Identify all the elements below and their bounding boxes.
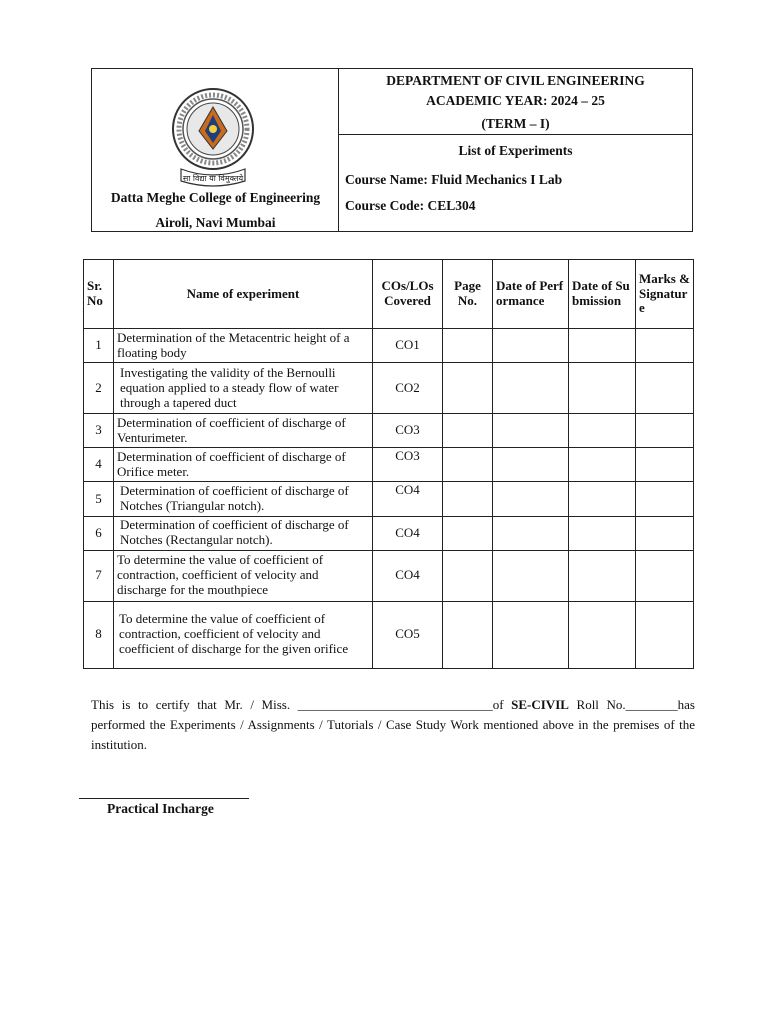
course-block <box>339 69 692 231</box>
class-name: SE-CIVIL <box>511 697 569 712</box>
row-page-cell <box>443 482 493 516</box>
row-date-perf-cell <box>493 329 569 363</box>
table-row <box>84 363 694 414</box>
row-experiment: To determine the value of coefficient of contraction, coefficient of velocity and discharge for the mouthpiece <box>114 550 373 601</box>
row-experiment: Determination of coefficient of discharge of Orifice meter. <box>114 448 373 482</box>
table-row <box>84 601 694 668</box>
header-date-performance: Date of Performance <box>493 260 569 329</box>
row-date-perf-cell <box>493 516 569 550</box>
row-experiment: Determination of coefficient of discharge of Notches (Triangular notch). <box>114 482 373 516</box>
row-co: CO5 <box>373 601 443 668</box>
row-marks-cell <box>636 363 694 414</box>
row-sr: 8 <box>84 601 114 668</box>
college-location: Airoli, Navi Mumbai <box>155 215 276 230</box>
row-date-sub-cell <box>569 329 636 363</box>
row-date-perf-cell <box>493 363 569 414</box>
row-experiment: Determination of coefficient of discharge of Notches (Rectangular notch). <box>114 516 373 550</box>
row-experiment: Determination of coefficient of discharge of Venturimeter. <box>114 414 373 448</box>
college-name: Datta Meghe College of Engineering <box>110 190 321 205</box>
department-block <box>339 69 692 135</box>
row-sr: 1 <box>84 329 114 363</box>
row-experiment: To determine the value of coefficient of contraction, coefficient of velocity and coefficient of discharge for the given orifice <box>114 601 373 668</box>
row-page-cell <box>443 550 493 601</box>
row-co: CO4 <box>373 516 443 550</box>
row-date-sub-cell <box>569 414 636 448</box>
row-page-cell <box>443 516 493 550</box>
college-block <box>92 69 339 231</box>
row-co: CO1 <box>373 329 443 363</box>
row-sr: 7 <box>84 550 114 601</box>
row-date-sub-cell <box>569 363 636 414</box>
certificate-text-part2: Roll No.________has performed the Experiments / Assignments / Tutorials / Case Study Work mentioned above in the premises of the institution. <box>91 697 695 752</box>
row-date-sub-cell <box>569 482 636 516</box>
practical-incharge-label: Practical Incharge <box>107 801 214 816</box>
row-co: CO2 <box>373 363 443 414</box>
row-page-cell <box>443 329 493 363</box>
logo-motto: सा विद्या या विमुक्तये <box>182 174 244 183</box>
row-date-sub-cell <box>569 448 636 482</box>
row-co: CO4 <box>373 482 443 516</box>
row-date-perf-cell <box>493 482 569 516</box>
row-marks-cell <box>636 329 694 363</box>
table-row <box>84 482 694 516</box>
certificate-text-part1: This is to certify that Mr. / Miss. ______________________________of <box>91 697 512 712</box>
experiments-table <box>83 259 694 669</box>
college-logo-icon <box>169 85 257 193</box>
term: (TERM – I) <box>481 116 550 131</box>
header-sr-no: Sr. No <box>84 260 114 329</box>
row-sr: 5 <box>84 482 114 516</box>
course-code: Course Code: CEL304 <box>345 198 476 213</box>
row-date-sub-cell <box>569 516 636 550</box>
row-marks-cell <box>636 516 694 550</box>
row-page-cell <box>443 363 493 414</box>
academic-year: ACADEMIC YEAR: 2024 – 25 <box>426 93 605 108</box>
signature-line <box>79 798 249 799</box>
row-marks-cell <box>636 482 694 516</box>
row-page-cell <box>443 448 493 482</box>
header-experiment-name: Name of experiment <box>114 260 373 329</box>
header-page-no: Page No. <box>443 260 493 329</box>
header-box <box>91 68 693 232</box>
row-date-perf-cell <box>493 550 569 601</box>
row-sr: 2 <box>84 363 114 414</box>
row-date-sub-cell <box>569 550 636 601</box>
row-page-cell <box>443 601 493 668</box>
row-sr: 6 <box>84 516 114 550</box>
table-header-row <box>84 260 694 329</box>
row-date-perf-cell <box>493 448 569 482</box>
department-name: DEPARTMENT OF CIVIL ENGINEERING <box>386 73 645 88</box>
row-marks-cell <box>636 550 694 601</box>
row-co: CO3 <box>373 414 443 448</box>
row-experiment: Determination of the Metacentric height of a floating body <box>114 329 373 363</box>
list-title: List of Experiments <box>458 143 573 158</box>
certificate-text <box>91 695 695 755</box>
course-name: Course Name: Fluid Mechanics I Lab <box>345 172 563 187</box>
header-date-submission: Date of Submission <box>569 260 636 329</box>
table-row <box>84 448 694 482</box>
table-row <box>84 516 694 550</box>
row-co: CO3 <box>373 448 443 482</box>
table-row <box>84 329 694 363</box>
row-marks-cell <box>636 448 694 482</box>
header-cos-covered: COs/LOs Covered <box>373 260 443 329</box>
row-marks-cell <box>636 601 694 668</box>
row-experiment: Investigating the validity of the Bernoulli equation applied to a steady flow of water through a tapered duct <box>114 363 373 414</box>
row-date-sub-cell <box>569 601 636 668</box>
row-co: CO4 <box>373 550 443 601</box>
row-sr: 4 <box>84 448 114 482</box>
row-page-cell <box>443 414 493 448</box>
table-row <box>84 550 694 601</box>
row-sr: 3 <box>84 414 114 448</box>
header-marks-signature: Marks & Signature <box>636 260 694 329</box>
table-row <box>84 414 694 448</box>
row-marks-cell <box>636 414 694 448</box>
row-date-perf-cell <box>493 601 569 668</box>
row-date-perf-cell <box>493 414 569 448</box>
